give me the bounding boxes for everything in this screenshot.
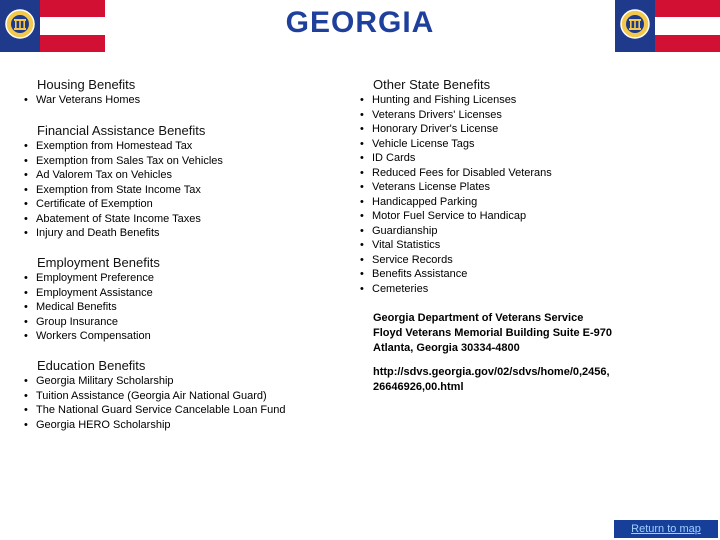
housing-list <box>24 93 140 108</box>
financial-heading: Financial Assistance Benefits <box>37 123 206 138</box>
list-item: • Tuition Assistance (Georgia Air National Guard) <box>24 389 285 404</box>
list-item: • Vehicle License Tags <box>360 137 552 152</box>
list-item: • Georgia HERO Scholarship <box>24 418 285 433</box>
contact-address-line2: Atlanta, Georgia 30334-4800 <box>373 342 520 354</box>
employment-heading: Employment Benefits <box>37 255 160 270</box>
education-list <box>24 374 285 432</box>
list-item: • War Veterans Homes <box>24 93 140 108</box>
list-item: • Georgia Military Scholarship <box>24 374 285 389</box>
list-item: • Employment Assistance <box>24 286 154 301</box>
list-item: • Benefits Assistance <box>360 267 552 282</box>
list-item: • Exemption from State Income Tax <box>24 183 223 198</box>
list-item: • Guardianship <box>360 224 552 239</box>
list-item: • Exemption from Homestead Tax <box>24 139 223 154</box>
list-item: • Reduced Fees for Disabled Veterans <box>360 166 552 181</box>
list-item: • Cemeteries <box>360 282 552 297</box>
contact-block <box>373 311 612 356</box>
list-item: • Motor Fuel Service to Handicap <box>360 209 552 224</box>
page-title: GEORGIA <box>285 6 435 39</box>
website-url[interactable] <box>373 365 610 395</box>
list-item: • Exemption from Sales Tax on Vehicles <box>24 154 223 169</box>
list-item: • Hunting and Fishing Licenses <box>360 93 552 108</box>
other-benefits-heading: Other State Benefits <box>373 77 491 92</box>
list-item: • Group Insurance <box>24 315 154 330</box>
contact-address-line1: Floyd Veterans Memorial Building Suite E-970 <box>373 327 613 339</box>
housing-heading: Housing Benefits <box>37 77 136 92</box>
list-item: • Handicapped Parking <box>360 195 552 210</box>
list-item: • Ad Valorem Tax on Vehicles <box>24 168 223 183</box>
list-item: • Employment Preference <box>24 271 154 286</box>
list-item: • Medical Benefits <box>24 300 154 315</box>
employment-list <box>24 271 154 344</box>
list-item: • Honorary Driver's License <box>360 122 552 137</box>
list-item: • Injury and Death Benefits <box>24 226 223 241</box>
return-to-map-link[interactable]: Return to map <box>614 520 718 538</box>
list-item: • Abatement of State Income Taxes <box>24 212 223 227</box>
financial-list <box>24 139 223 241</box>
list-item: • Veterans License Plates <box>360 180 552 195</box>
list-item: • ID Cards <box>360 151 552 166</box>
list-item: • Certificate of Exemption <box>24 197 223 212</box>
url-line1[interactable]: http://sdvs.georgia.gov/02/sdvs/home/0,2456, <box>373 366 610 378</box>
education-heading: Education Benefits <box>37 358 146 373</box>
list-item: • The National Guard Service Cancelable Loan Fund <box>24 403 285 418</box>
list-item: • Workers Compensation <box>24 329 154 344</box>
list-item: • Veterans Drivers' Licenses <box>360 108 552 123</box>
other-benefits-list <box>360 93 552 296</box>
list-item: • Vital Statistics <box>360 238 552 253</box>
list-item: • Service Records <box>360 253 552 268</box>
url-line2[interactable]: 26646926,00.html <box>373 381 464 393</box>
contact-org: Georgia Department of Veterans Service <box>373 312 584 324</box>
